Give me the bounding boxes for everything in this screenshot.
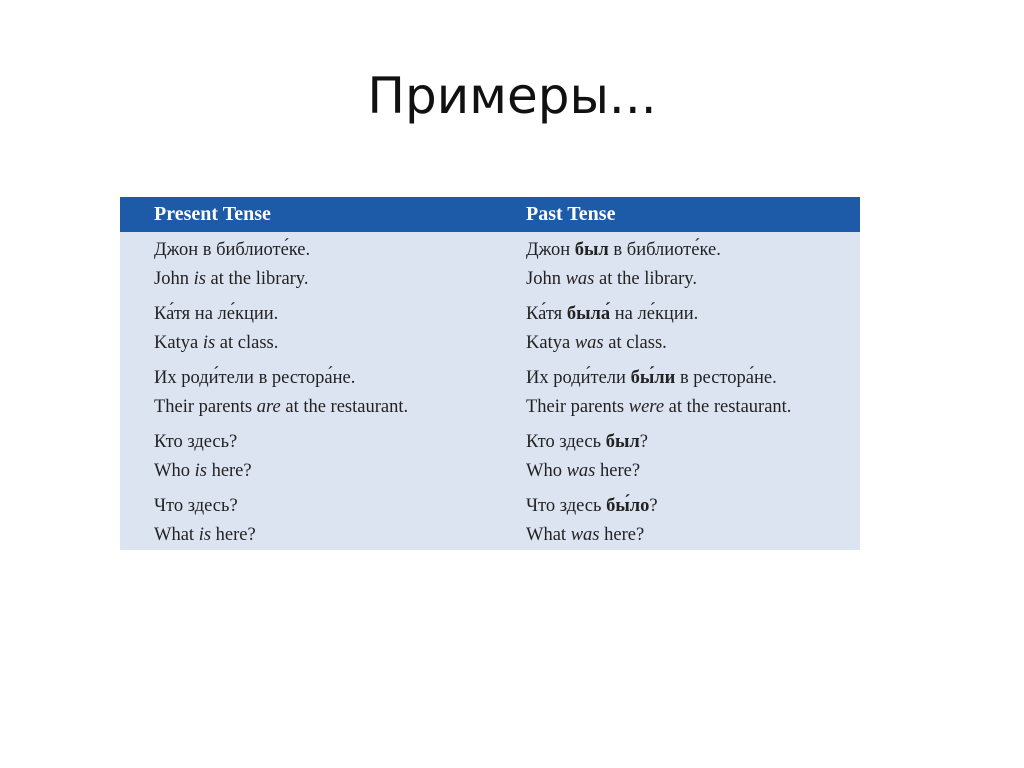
- slide-title: Примеры...: [367, 67, 657, 125]
- sentence-text: Кто здесь?: [154, 432, 238, 452]
- sentence-text: at the restaurant.: [280, 397, 409, 417]
- header-past-tense: Past Tense: [490, 197, 860, 232]
- sentence-text: Что здесь?: [154, 496, 238, 516]
- sentence-text: Their parents: [526, 397, 629, 417]
- english-sentence: [526, 521, 860, 550]
- sentence-text: Что здесь: [526, 496, 607, 516]
- verb-text: are: [256, 397, 281, 417]
- sentence-text: ?: [649, 496, 658, 516]
- verb-text: was: [565, 269, 595, 289]
- english-sentence: [154, 393, 490, 422]
- sentence-text: в рестора́не.: [675, 368, 777, 388]
- sentence-text: Ка́тя на ле́кции.: [154, 304, 279, 324]
- verb-text: is: [193, 269, 206, 289]
- present-cell: [120, 488, 490, 550]
- past-cell: [490, 360, 860, 424]
- russian-sentence: [526, 492, 860, 521]
- verb-text: is: [202, 333, 216, 353]
- verb-text: бы́ли: [630, 368, 676, 388]
- verb-text: бы́ло: [606, 496, 650, 516]
- sentence-text: Katya: [154, 333, 203, 353]
- verb-text: is: [198, 525, 212, 545]
- verb-text: was: [574, 333, 604, 353]
- english-sentence: [526, 265, 860, 294]
- sentence-text: Их роди́тели в рестора́не.: [154, 368, 356, 388]
- verb-text: был: [574, 240, 609, 260]
- english-sentence: [526, 457, 860, 486]
- russian-sentence: [154, 236, 490, 265]
- english-sentence: [154, 265, 490, 294]
- english-sentence: [526, 393, 860, 422]
- present-cell: [120, 424, 490, 488]
- sentence-text: Джон: [526, 240, 575, 260]
- russian-sentence: [154, 364, 490, 393]
- verb-text: was: [570, 525, 600, 545]
- russian-sentence: [154, 492, 490, 521]
- sentence-text: at the library.: [205, 269, 309, 289]
- sentence-text: What: [154, 525, 199, 545]
- sentence-text: Who: [154, 461, 195, 481]
- sentence-text: here?: [595, 461, 641, 481]
- present-cell: [120, 232, 490, 296]
- header-row: [120, 197, 860, 232]
- sentence-text: Кто здесь: [526, 432, 606, 452]
- sentence-text: here?: [211, 525, 256, 545]
- present-cell: [120, 360, 490, 424]
- sentence-text: Их роди́тели: [526, 368, 631, 388]
- russian-sentence: [154, 300, 490, 329]
- english-sentence: [154, 521, 490, 550]
- table-row: [120, 232, 860, 296]
- verb-text: were: [628, 397, 665, 417]
- verb-text: was: [566, 461, 596, 481]
- sentence-text: в библиоте́ке.: [608, 240, 721, 260]
- sentence-text: John: [154, 269, 194, 289]
- sentence-text: at the restaurant.: [664, 397, 792, 417]
- verb-text: был: [605, 432, 640, 452]
- table-row: [120, 296, 860, 360]
- sentence-text: Katya: [526, 333, 575, 353]
- sentence-text: Their parents: [154, 397, 257, 417]
- russian-sentence: [526, 300, 860, 329]
- sentence-text: What: [526, 525, 571, 545]
- english-sentence: [526, 329, 860, 358]
- sentence-text: here?: [206, 461, 252, 481]
- english-sentence: [154, 329, 490, 358]
- sentence-text: Ка́тя: [526, 304, 567, 324]
- present-cell: [120, 296, 490, 360]
- russian-sentence: [526, 364, 860, 393]
- sentence-text: at class.: [215, 333, 279, 353]
- table-header: [120, 197, 860, 232]
- verb-text: была́: [566, 304, 611, 324]
- table-row: [120, 360, 860, 424]
- sentence-text: at class.: [603, 333, 667, 353]
- english-sentence: [154, 457, 490, 486]
- past-cell: [490, 296, 860, 360]
- verb-text: is: [194, 461, 207, 481]
- sentence-text: here?: [599, 525, 645, 545]
- sentence-text: на ле́кции.: [610, 304, 699, 324]
- sentence-text: Джон в библиоте́ке.: [154, 240, 311, 260]
- russian-sentence: [526, 236, 860, 265]
- past-cell: [490, 488, 860, 550]
- past-cell: [490, 232, 860, 296]
- sentence-text: at the library.: [594, 269, 697, 289]
- header-present-tense: Present Tense: [120, 197, 490, 232]
- russian-sentence: [154, 428, 490, 457]
- sentence-text: Who: [526, 461, 567, 481]
- table-row: [120, 424, 860, 488]
- past-cell: [490, 424, 860, 488]
- tense-comparison-table: [120, 197, 860, 550]
- table-row: [120, 488, 860, 550]
- russian-sentence: [526, 428, 860, 457]
- sentence-text: ?: [639, 432, 648, 452]
- table-body: [120, 232, 860, 550]
- sentence-text: John: [526, 269, 566, 289]
